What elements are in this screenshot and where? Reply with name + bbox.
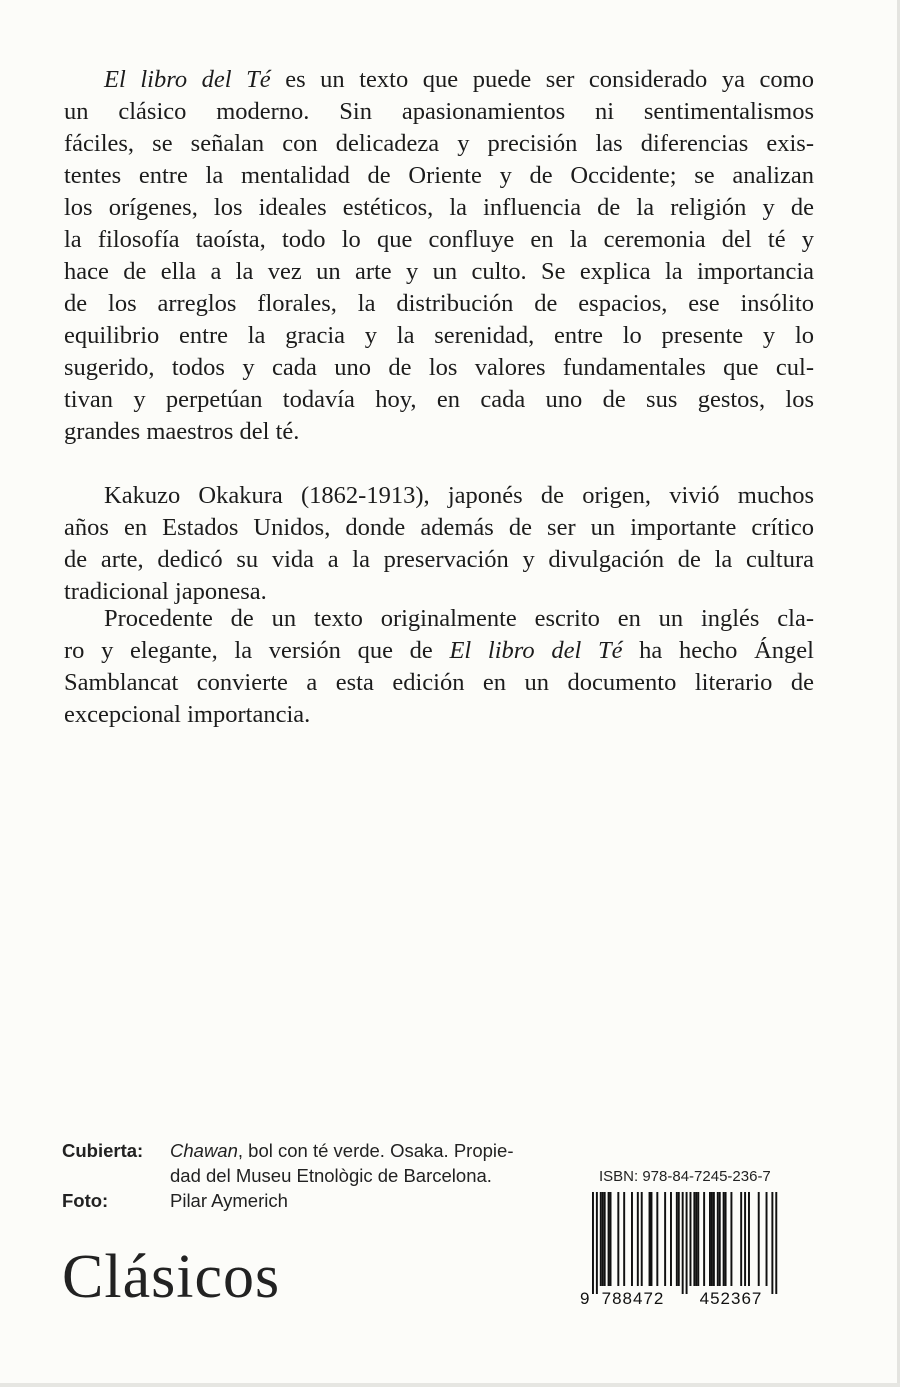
- photo-credit-value: Pilar Aymerich: [170, 1190, 288, 1211]
- barcode-bar: [610, 1192, 612, 1286]
- text-run: ro y elegante, la versión que de: [64, 637, 450, 664]
- text-run: equilibrio entre la gracia y la serenidad, entre lo presente y lo: [64, 322, 814, 349]
- text-run: de arte, dedicó su vida a la preservación y divulgación de la cultura: [64, 546, 814, 573]
- barcode-right-digits: 452367: [699, 1289, 763, 1308]
- barcode-bar: [656, 1192, 658, 1286]
- text-run: Procedente de un texto originalmente escrito en un inglés cla-: [104, 605, 814, 632]
- barcode-bar: [651, 1192, 653, 1286]
- barcode-bar: [711, 1192, 713, 1286]
- text-run: grandes maestros del té.: [64, 418, 300, 445]
- barcode-bar: [602, 1192, 604, 1286]
- barcode-bar: [641, 1192, 643, 1286]
- barcode-bar: [771, 1192, 773, 1294]
- photo-credit-row: [62, 1188, 513, 1213]
- text-line: [64, 64, 814, 96]
- barcode-left-digits: 788472: [601, 1289, 665, 1308]
- barcode-first-digit: 9: [580, 1289, 590, 1308]
- barcode-bar: [713, 1192, 715, 1286]
- credit-spacer: [62, 1163, 170, 1188]
- barcode-bar: [703, 1192, 705, 1286]
- text-run: Samblancat convierte a esta edición en un documento literario de: [64, 669, 814, 696]
- blurb-paragraph-1: [64, 64, 814, 448]
- barcode-bar: [637, 1192, 639, 1286]
- barcode-bar: [678, 1192, 680, 1286]
- text-run: es un texto que puede ser considerado ya como: [270, 66, 814, 93]
- barcode-bar: [693, 1192, 695, 1286]
- barcode-bar: [740, 1192, 742, 1286]
- text-line: [64, 224, 814, 256]
- cover-credit-row-2: [62, 1163, 513, 1188]
- barcode-bar: [608, 1192, 610, 1286]
- photo-credit-label: Foto:: [62, 1190, 109, 1211]
- isbn-label: ISBN: 978-84-7245-236-7: [599, 1168, 771, 1185]
- text-line: [64, 352, 814, 384]
- barcode-bar: [730, 1192, 732, 1286]
- text-run: tivan y perpetúan todavía hoy, en cada uno de sus gestos, los: [64, 386, 814, 413]
- text-run: hace de ella a la vez un arte y un culto. Se explica la importancia: [64, 258, 814, 285]
- barcode-bar: [670, 1192, 672, 1286]
- text-run: excepcional importancia.: [64, 701, 311, 728]
- page-edge: [0, 1383, 900, 1387]
- text-run: los orígenes, los ideales estéticos, la influencia de la religión y de: [64, 194, 814, 221]
- text-run: un clásico moderno. Sin apasionamientos ni sentimentalismos: [64, 98, 814, 125]
- text-line: [64, 96, 814, 128]
- text-line: [64, 384, 814, 416]
- barcode-bar: [617, 1192, 619, 1286]
- text-run: fáciles, se señalan con delicadeza y precisión las diferencias exis-: [64, 130, 814, 157]
- barcode-bar: [725, 1192, 727, 1286]
- barcode-bar: [744, 1192, 746, 1286]
- text-line: [64, 160, 814, 192]
- text-line: [64, 192, 814, 224]
- barcode-bar: [664, 1192, 666, 1286]
- text-run: de los arreglos florales, la distribución de espacios, ese insólito: [64, 290, 814, 317]
- cover-credit-value: [170, 1138, 513, 1163]
- text-line: [64, 667, 814, 699]
- text-line: [64, 635, 814, 667]
- barcode-bar: [766, 1192, 768, 1286]
- barcode-bar: [748, 1192, 750, 1286]
- barcode-bar: [649, 1192, 651, 1286]
- barcode-bar: [592, 1192, 594, 1294]
- book-title-italic: El libro del Té: [449, 637, 623, 664]
- text-line: [64, 256, 814, 288]
- text-run: tradicional japonesa.: [64, 578, 267, 605]
- text-line: [64, 603, 814, 635]
- text-line: [64, 512, 814, 544]
- cover-credit-source: dad del Museu Etnològic de Barcelona.: [170, 1165, 492, 1186]
- cover-description: , bol con té verde. Osaka. Propie-: [237, 1140, 514, 1161]
- barcode-bar: [623, 1192, 625, 1286]
- text-line: [64, 480, 814, 512]
- text-run: sugerido, todos y cada uno de los valores fundamentales que cul-: [64, 354, 814, 381]
- text-run: ha hecho Ángel: [622, 637, 814, 664]
- barcode-bar: [717, 1192, 719, 1286]
- text-line: [64, 416, 814, 448]
- text-run: años en Estados Unidos, donde además de ser un importante crítico: [64, 514, 814, 541]
- barcode-bar: [600, 1192, 602, 1286]
- translation-paragraph: [64, 603, 814, 731]
- barcode: [578, 1190, 788, 1308]
- text-run: Kakuzo Okakura (1862-1913), japonés de origen, vivió muchos: [104, 482, 814, 509]
- text-line: [64, 128, 814, 160]
- barcode-bar: [723, 1192, 725, 1286]
- barcode-bar: [676, 1192, 678, 1286]
- barcode-bars: [592, 1192, 777, 1294]
- barcode-bar: [697, 1192, 699, 1286]
- cover-credits: [62, 1138, 513, 1213]
- text-line: [64, 288, 814, 320]
- author-bio-paragraph: [64, 480, 814, 608]
- text-line: [64, 320, 814, 352]
- barcode-bar: [709, 1192, 711, 1286]
- text-run: tentes entre la mentalidad de Oriente y de Occidente; se analizan: [64, 162, 814, 189]
- series-name: Clásicos: [62, 1243, 281, 1311]
- barcode-bar: [631, 1192, 633, 1286]
- barcode-bar: [690, 1192, 692, 1286]
- barcode-bar: [758, 1192, 760, 1286]
- barcode-bar: [604, 1192, 606, 1286]
- barcode-bar: [682, 1192, 684, 1294]
- text-run: la filosofía taoísta, todo lo que confluye en la ceremonia del té y: [64, 226, 814, 253]
- barcode-bar: [686, 1192, 688, 1294]
- cover-title: Chawan: [170, 1140, 238, 1161]
- barcode-bar: [719, 1192, 721, 1286]
- book-title-italic: El libro del Té: [104, 66, 271, 93]
- barcode-bar: [596, 1192, 598, 1294]
- barcode-bar: [695, 1192, 697, 1286]
- text-line: [64, 544, 814, 576]
- cover-credit-label: Cubierta:: [62, 1140, 144, 1161]
- cover-credit-row: [62, 1138, 513, 1163]
- text-line: [64, 699, 814, 731]
- barcode-bar: [775, 1192, 777, 1294]
